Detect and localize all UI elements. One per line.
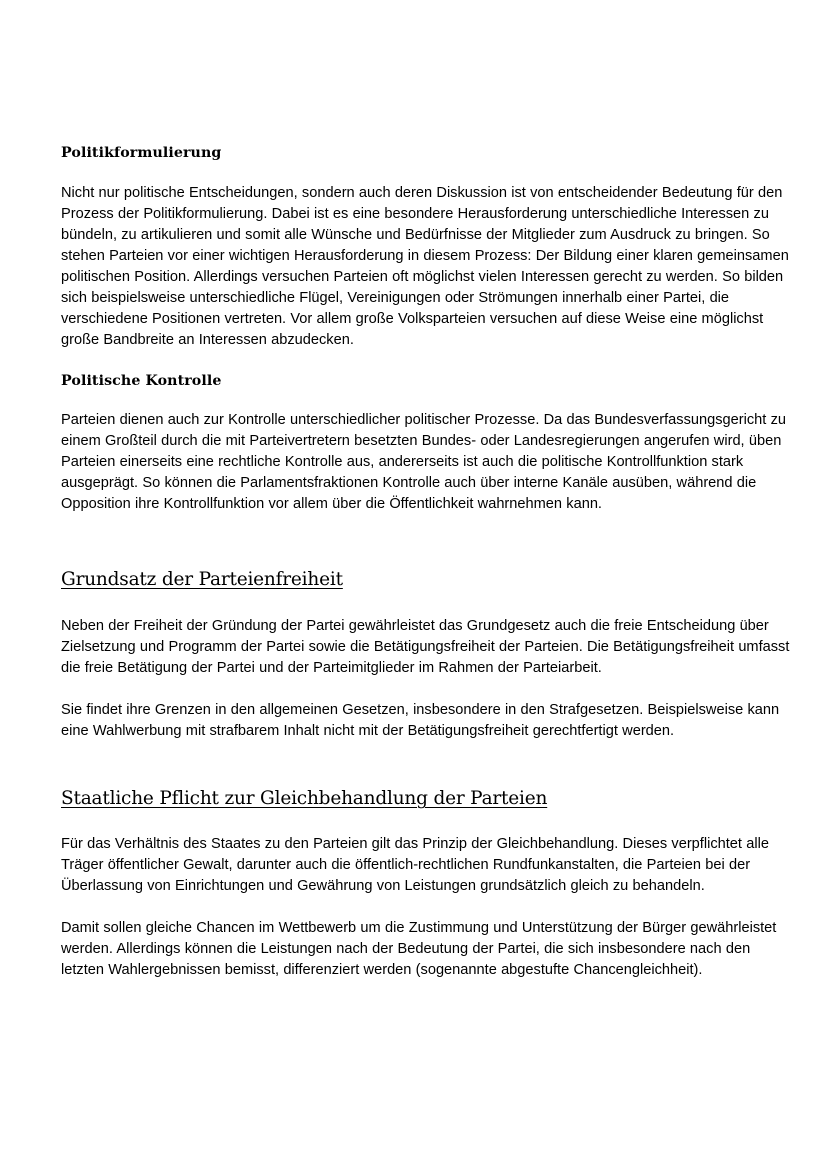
- heading-parteienfreiheit: Grundsatz der Parteienfreiheit: [61, 569, 343, 590]
- paragraph-parteienfreiheit-1: Neben der Freiheit der Gründung der Partei gewährleistet das Grundgesetz auch die freie Entscheidung über Zielsetzung und Programm der Partei sowie die Betätigungsfreiheit der Parteien. Die Betätigungsfreiheit umfasst die freie Betätigung der Partei und der Parteimitglieder im Rahmen der Parteiarbeit.: [61, 618, 790, 676]
- heading-gleichbehandlung: Staatliche Pflicht zur Gleichbehandlung der Parteien: [61, 788, 548, 809]
- document-page: [61, 143, 791, 981]
- paragraph-gleichbehandlung-2: Damit sollen gleiche Chancen im Wettbewerb um die Zustimmung und Unterstützung der Bürger gewährleistet werden. Allerdings können die Leistungen nach der Bedeutung der Partei, die sich insbesondere nach den letzten Wahlergebnissen bemisst, differenziert werden (sogenannte abgestufte Chancengleichheit).: [61, 920, 777, 978]
- paragraph-politikformulierung: Nicht nur politische Entscheidungen, sondern auch deren Diskussion ist von entscheidender Bedeutung für den Prozess der Politikformulierung. Dabei ist es eine besondere Herausforderung unterschiedliche Interessen zu bündeln, zu artikulieren und somit alle Wünsche und Bedürfnisse der Mitglieder zum Ausdruck zu bringen. So stehen Parteien vor einer wichtigen Herausforderung in diesem Prozess: Der Bildung einer klaren gemeinsamen politischen Position. Allerdings versuchen Parteien oft möglichst vielen Interessen gerecht zu werden. So bilden sich beispielsweise unterschiedliche Flügel, Vereinigungen oder Strömungen innerhalb einer Partei, die verschiedene Positionen vertreten. Vor allem große Volksparteien versuchen auf diese Weise eine möglichst große Bandbreite an Interessen abzudecken.: [61, 185, 789, 348]
- paragraph-parteienfreiheit-2: Sie findet ihre Grenzen in den allgemeinen Gesetzen, insbesondere in den Strafgesetzen. Beispielsweise kann eine Wahlwerbung mit strafbarem Inhalt nicht mit der Betätigungsfreiheit gerechtfertigt werden.: [61, 702, 780, 739]
- paragraph-gleichbehandlung-1: Für das Verhältnis des Staates zu den Parteien gilt das Prinzip der Gleichbehandlung. Dieses verpflichtet alle Träger öffentlicher Gewalt, darunter auch die öffentlich-rechtlichen Rundfunkanstalten, die Parteien bei der Überlassung von Einrichtungen und Gewährung von Leistungen grundsätzlich gleich zu behandeln.: [61, 836, 769, 894]
- paragraph-politische-kontrolle: Parteien dienen auch zur Kontrolle unterschiedlicher politischer Prozesse. Da das Bundesverfassungsgericht zu einem Großteil durch die mit Parteivertretern besetzten Bundes- oder Landesregierungen angerufen wird, üben Parteien einerseits eine rechtliche Kontrolle aus, andererseits ist auch die politische Kontrollfunktion stark ausgeprägt. So können die Parlamentsfraktionen Kontrolle auch über interne Kanäle ausüben, während die Opposition ihre Kontrollfunktion vor allem über die Öffentlichkeit wahrnehmen kann.: [61, 412, 786, 512]
- heading-politikformulierung: Politikformulierung: [61, 145, 222, 161]
- heading-politische-kontrolle: Politische Kontrolle: [61, 373, 222, 389]
